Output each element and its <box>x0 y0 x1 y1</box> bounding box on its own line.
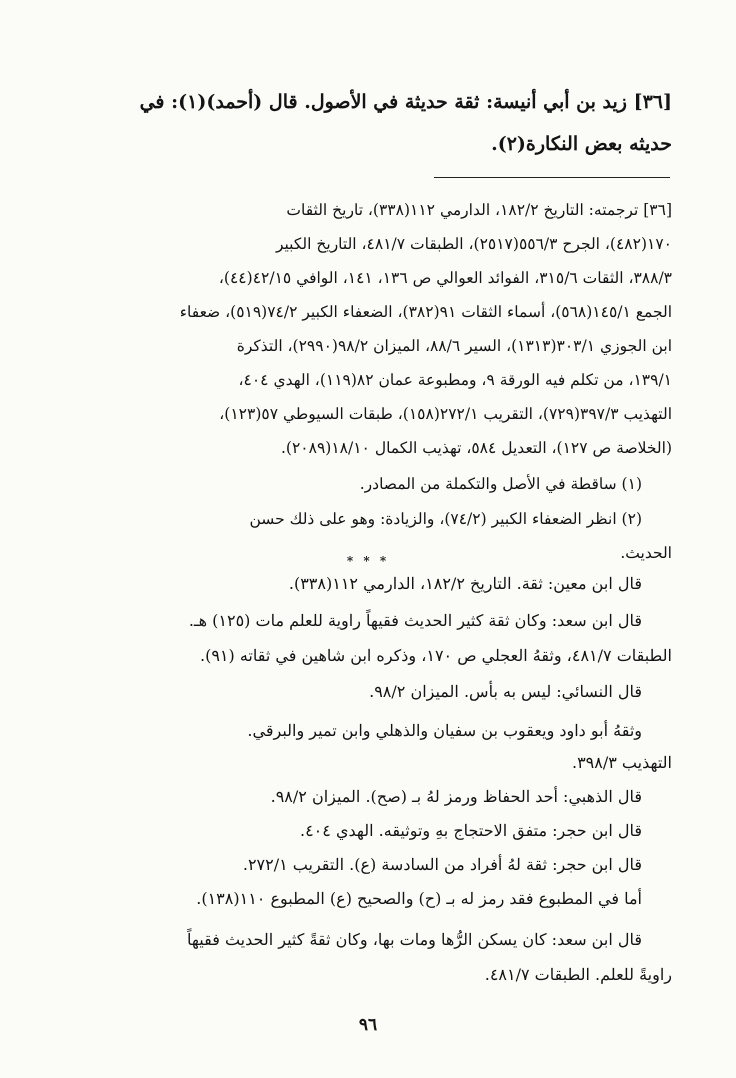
body-line: الطبقات ٤٨١/٧، وثقهُ العجلي ص ١٧٠، وذكره ابن شاهين في ثقاته (٩١). <box>200 646 672 665</box>
footnote-line: [٣٦] ترجمته: التاريخ ١٨٢/٢، الدارمي ١١٢(٣٣٨)، تاريخ الثقات <box>286 201 672 219</box>
body-line: قال النسائي: ليس به بأس. الميزان ٩٨/٢. <box>369 682 642 701</box>
footnote-line: ابن الجوزي ٣٠٣/١(١٣١٣)، السير ٨٨/٦، الميزان ٩٨/٢(٢٩٩٠)، التذكرة <box>236 337 672 355</box>
body-line: وثقهُ أبو داود ويعقوب بن سفيان والذهلي وابن تمير والبرقي. <box>247 721 642 740</box>
body-line: قال ابن حجر: متفق الاحتجاج بهِ وتوثيقه. الهدي ٤٠٤. <box>299 821 642 840</box>
footnote-note-1: (١) ساقطة في الأصل والتكملة من المصادر. <box>359 475 642 493</box>
footnote-note-2: (٢) انظر الضعفاء الكبير (٧٤/٢)، والزيادة: وهو على ذلك حسن <box>249 510 642 528</box>
section-separator: * * * <box>346 554 390 568</box>
entry-line-2: حديثه بعض النكارة(٢). <box>491 133 672 155</box>
body-line: أما في المطبوع فقد رمز له بـ (ح) والصحيح (ع) المطبوع ١١٠(١٣٨). <box>196 889 642 908</box>
footnote-line: (الخلاصة ص ١٢٧)، التعديل ٥٨٤، تهذيب الكمال ١٨/١٠(٢٠٨٩). <box>281 439 672 457</box>
footnote-separator-rule <box>434 177 670 178</box>
body-line: التهذيب ٣٩٨/٣. <box>571 753 672 772</box>
body-line: قال ابن سعد: كان يسكن الرُّها ومات بها، وكان ثقةً كثير الحديث فقيهاً <box>187 930 642 949</box>
body-line: قال ابن سعد: وكان ثقة كثير الحديث فقيهاً راوية للعلم مات (١٢٥) هـ. <box>188 611 642 630</box>
footnote-line: ١٧٠(٤٨٢)، الجرح ٥٥٦/٣(٢٥١٧)، الطبقات ٤٨١/٧، التاريخ الكبير <box>275 235 672 253</box>
body-line: راويةً للعلم. الطبقات ٤٨١/٧. <box>484 965 672 984</box>
entry-line-1: [٣٦] زيد بن أبي أنيسة: ثقة حديثة في الأصول. قال (أحمد)(١): في <box>139 91 672 113</box>
page-number: ٩٦ <box>358 1015 378 1035</box>
footnote-note-2-continued: الحديث. <box>620 544 672 562</box>
footnote-line: ٣٨٨/٣، الثقات ٣١٥/٦، الفوائد العوالي ص ١٣٦، ١٤١، الوافي ٤٢/١٥(٤٤)، <box>218 269 672 287</box>
footnote-line: الجمع ١٤٥/١(٥٦٨)، أسماء الثقات ٩١(٣٨٢)، الضعفاء الكبير ٧٤/٢(٥١٩)، ضعفاء <box>179 303 672 321</box>
footnote-line: ١٣٩/١، من تكلم فيه الورقة ٩، ومطبوعة عمان ٨٢(١١٩)، الهدي ٤٠٤، <box>238 371 672 389</box>
footnote-line: التهذيب ٣٩٧/٣(٧٢٩)، التقريب ٢٧٢/١(١٥٨)، طبقات السيوطي ٥٧(١٢٣)، <box>219 405 672 423</box>
body-line: قال ابن معين: ثقة. التاريخ ١٨٢/٢، الدارمي ١١٢(٣٣٨). <box>288 574 642 593</box>
body-line: قال ابن حجر: ثقة لهُ أفراد من السادسة (ع). التقريب ٢٧٢/١. <box>242 855 642 874</box>
body-line: قال الذهبي: أحد الحفاظ ورمز لهُ بـ (صح). الميزان ٩٨/٢. <box>270 787 642 806</box>
